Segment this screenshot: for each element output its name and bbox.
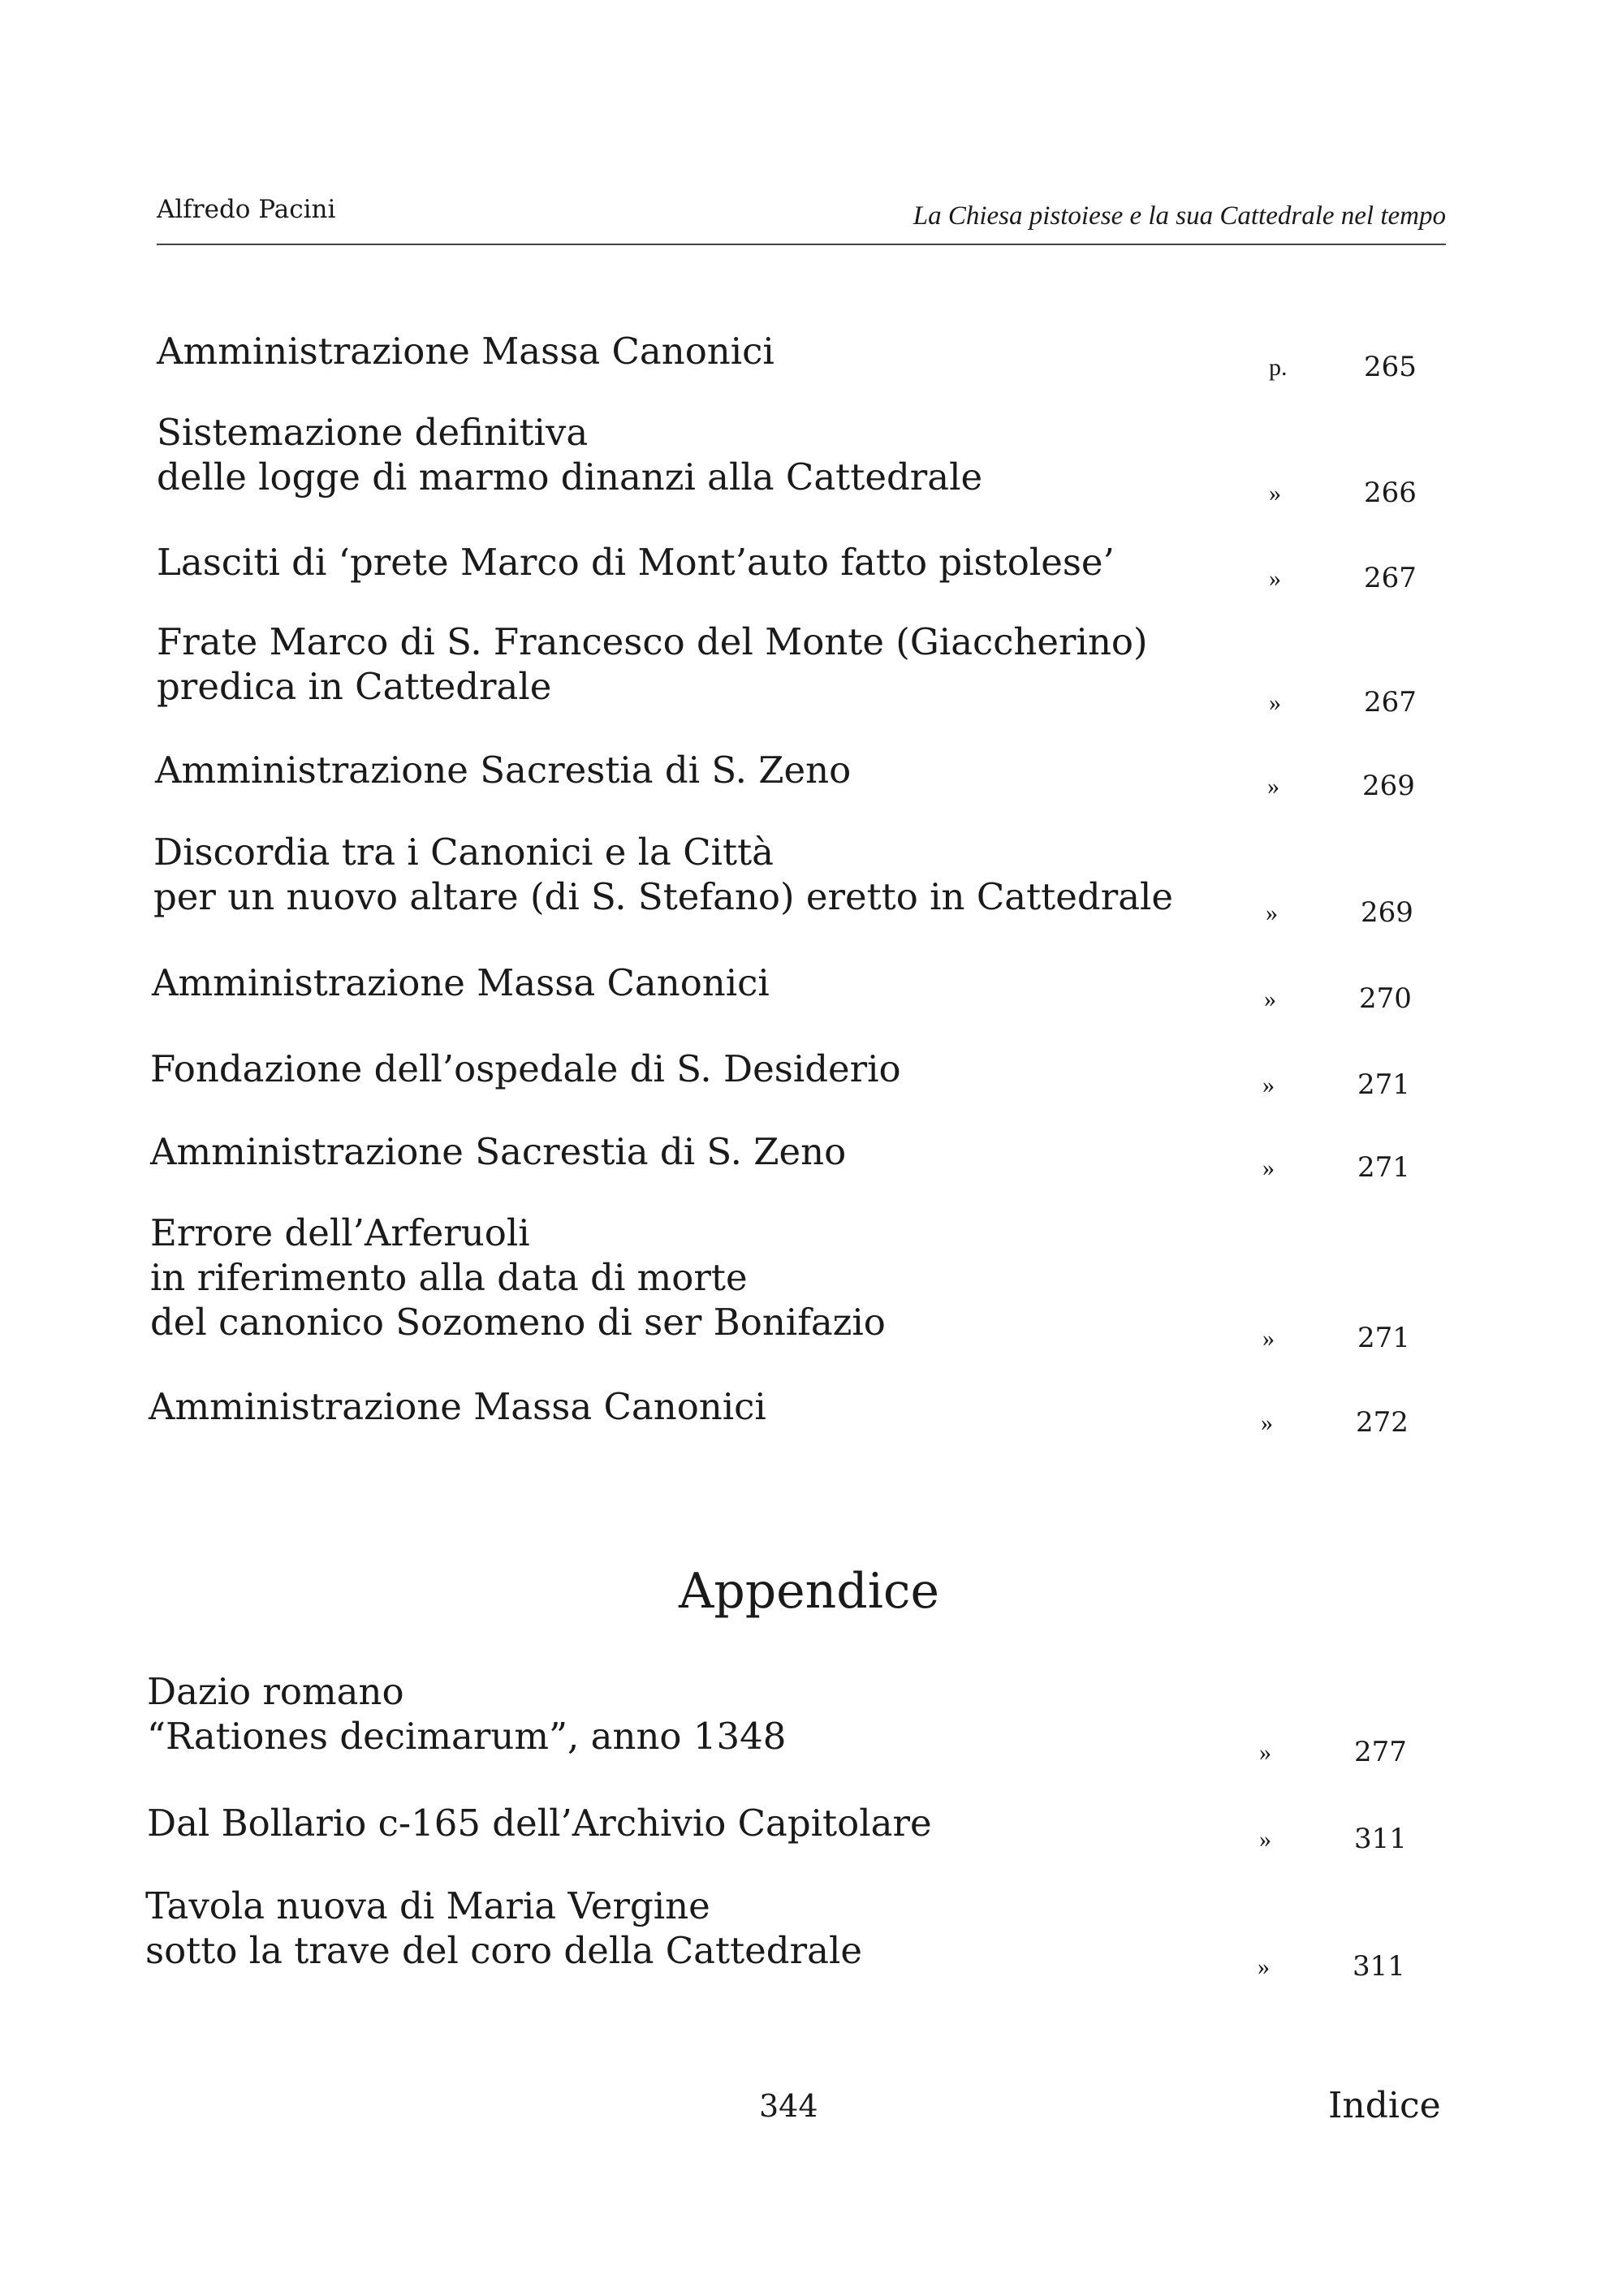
entry-page-number: 270 bbox=[1359, 982, 1412, 1015]
entry-page-number: 272 bbox=[1356, 1406, 1409, 1439]
page-number: 344 bbox=[759, 2088, 818, 2124]
entry-title: Errore dell’Arferuoli in riferimento alla data di morte del canonico Sozomeno di ser Bonifazio bbox=[150, 1211, 886, 1344]
entry-page-number: 311 bbox=[1354, 1823, 1407, 1855]
entry-title: Amministrazione Sacrestia di S. Zeno bbox=[150, 1130, 847, 1173]
appendix-heading: Appendice bbox=[678, 1563, 939, 1620]
entry-marker: » bbox=[1267, 773, 1279, 800]
entry-title: Amministrazione Sacrestia di S. Zeno bbox=[155, 749, 852, 792]
entry-title: Amministrazione Massa Canonici bbox=[157, 330, 774, 373]
entry-marker: » bbox=[1262, 1325, 1275, 1352]
index-entry[interactable] bbox=[150, 1198, 1449, 1354]
entry-page-number: 267 bbox=[1364, 686, 1417, 719]
index-entry[interactable] bbox=[155, 687, 1454, 802]
entry-marker: » bbox=[1261, 1409, 1273, 1436]
entry-marker: » bbox=[1262, 1072, 1275, 1098]
entry-marker: » bbox=[1262, 1154, 1275, 1181]
running-header bbox=[157, 185, 1446, 245]
entry-page-number: 269 bbox=[1361, 896, 1413, 929]
entry-title: Frate Marco di S. Francesco del Monte (Giaccherino) predica in Cattedrale bbox=[157, 620, 1148, 708]
entry-title: Amministrazione Massa Canonici bbox=[152, 961, 770, 1004]
entry-page-number: 266 bbox=[1364, 477, 1417, 509]
entry-marker: » bbox=[1258, 1953, 1270, 1980]
appendix-entry[interactable] bbox=[145, 1867, 1444, 1983]
entry-marker: » bbox=[1266, 900, 1278, 926]
entry-title: Amministrazione Massa Canonici bbox=[149, 1385, 766, 1428]
entry-title: Dazio romano “Rationes decimarum”, anno 1348 bbox=[147, 1670, 787, 1758]
entry-page-number: 265 bbox=[1364, 351, 1417, 383]
entry-marker: » bbox=[1269, 480, 1281, 507]
index-entry[interactable] bbox=[150, 1068, 1449, 1184]
footer-section-label: Indice bbox=[1328, 2085, 1441, 2126]
entry-title: Dal Bollario c-165 dell’Archivio Capitolare bbox=[147, 1802, 932, 1845]
entry-page-number: 271 bbox=[1357, 1322, 1410, 1354]
header-book-title: La Chiesa pistoiese e la sua Cattedrale nel tempo bbox=[913, 201, 1446, 231]
entry-page-number: 267 bbox=[1364, 562, 1417, 594]
entry-title: Sistemazione definitiva delle logge di marmo dinanzi alla Cattedrale bbox=[157, 411, 983, 498]
entry-title: Lasciti di ‘prete Marco di Mont’auto fatto pistolese’ bbox=[157, 541, 1115, 584]
entry-marker: » bbox=[1259, 1739, 1271, 1766]
index-entry[interactable] bbox=[157, 268, 1456, 383]
entry-marker: » bbox=[1264, 986, 1276, 1012]
entry-page-number: 271 bbox=[1357, 1068, 1410, 1101]
appendix-entry[interactable] bbox=[147, 1740, 1446, 1855]
entry-marker: » bbox=[1259, 1826, 1271, 1853]
index-entry[interactable] bbox=[149, 1323, 1448, 1439]
header-author: Alfredo Pacini bbox=[157, 195, 336, 224]
entry-title: Discordia tra i Canonici e la Città per un nuovo altare (di S. Stefano) eretto in Cattedrale bbox=[153, 831, 1174, 918]
entry-page-number: 271 bbox=[1357, 1151, 1410, 1184]
entry-page-number: 269 bbox=[1362, 770, 1415, 802]
entry-page-number: 311 bbox=[1353, 1950, 1405, 1983]
entry-marker: » bbox=[1269, 689, 1281, 716]
entry-marker: » bbox=[1269, 565, 1281, 592]
entry-marker: p. bbox=[1269, 354, 1288, 381]
index-entry[interactable] bbox=[157, 479, 1456, 594]
entry-title: Tavola nuova di Maria Vergine sotto la trave del coro della Cattedrale bbox=[145, 1884, 862, 1972]
entry-title: Fondazione dell’ospedale di S. Desiderio bbox=[150, 1047, 901, 1090]
entry-page-number: 277 bbox=[1354, 1736, 1407, 1768]
